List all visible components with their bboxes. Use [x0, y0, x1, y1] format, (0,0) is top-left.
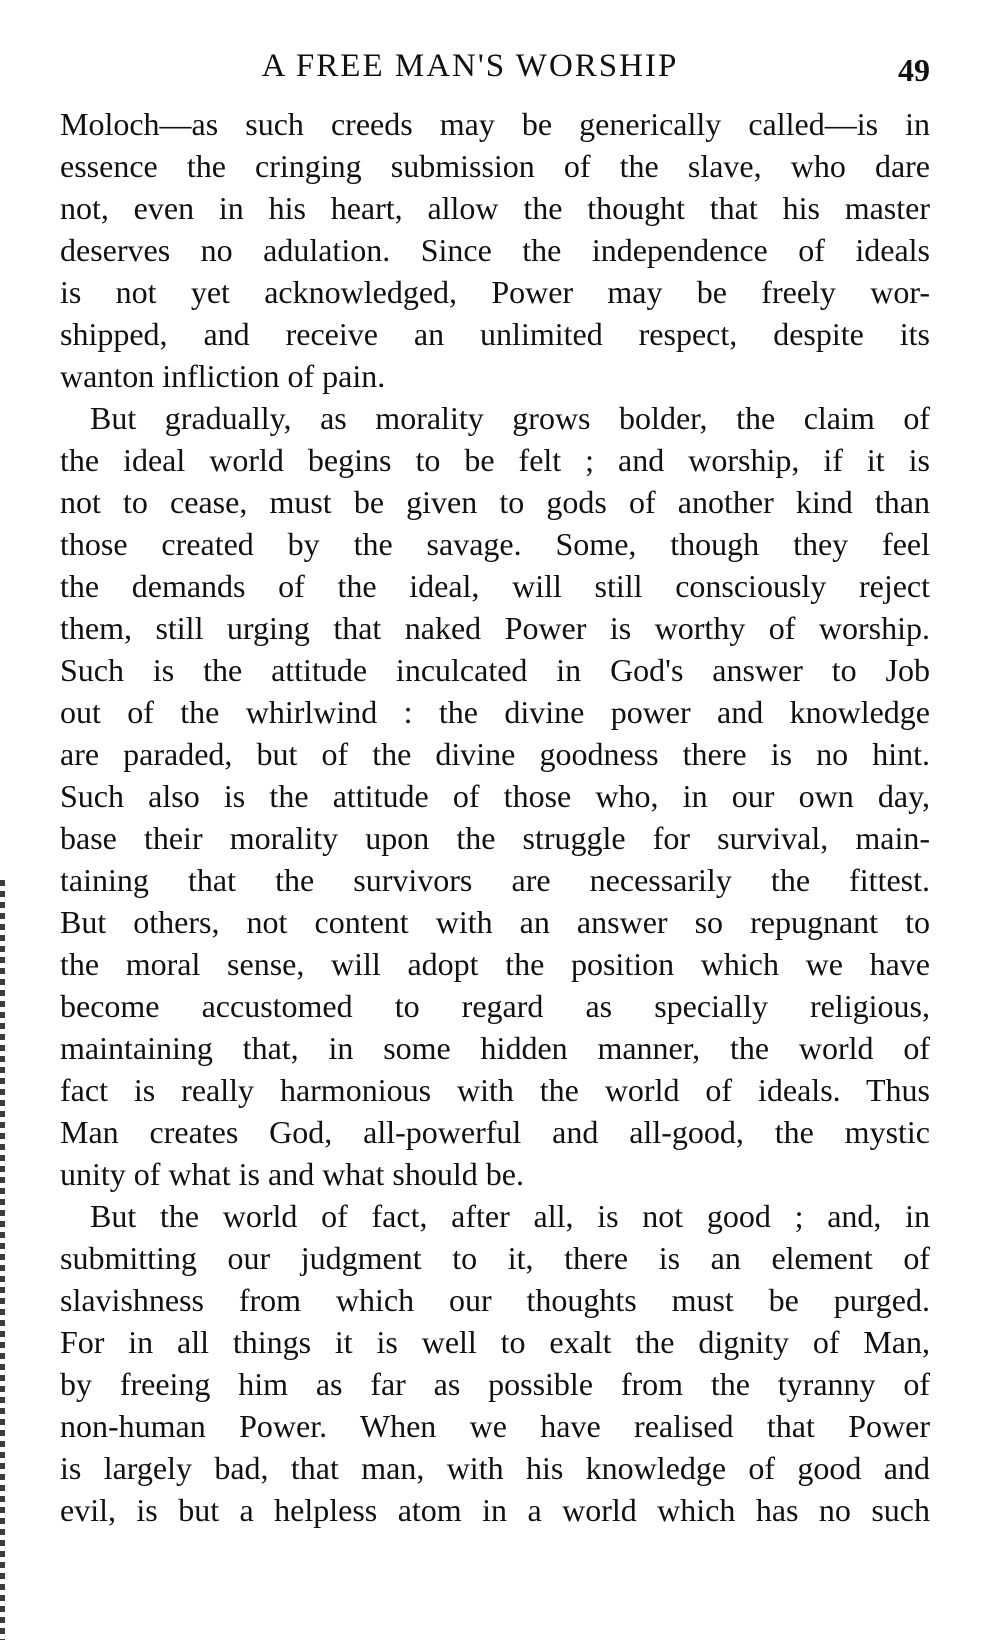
page-number: 49	[898, 52, 930, 88]
text-line: not to cease, must be given to gods of another kind than	[60, 484, 930, 520]
text-line: taining that the survivors are necessarily the fittest.	[60, 862, 930, 898]
text-line: out of the whirlwind : the divine power and knowledge	[60, 694, 930, 730]
text-line: But others, not content with an answer so repugnant to	[60, 904, 930, 940]
text-line: fact is really harmonious with the world of ideals. Thus	[60, 1072, 930, 1108]
text-line: But gradually, as morality grows bolder, the claim of	[90, 400, 930, 436]
text-line: the demands of the ideal, will still consciously reject	[60, 568, 930, 604]
text-line: not, even in his heart, allow the thought that his master	[60, 190, 930, 226]
text-line: For in all things it is well to exalt the dignity of Man,	[60, 1324, 930, 1360]
text-line: submitting our judgment to it, there is an element of	[60, 1240, 930, 1276]
paragraph-1	[60, 103, 930, 397]
paragraph-2	[60, 397, 930, 1195]
text-line: by freeing him as far as possible from the tyranny of	[60, 1366, 930, 1402]
text-line: non-human Power. When we have realised that Power	[60, 1408, 930, 1444]
text-line: Man creates God, all-powerful and all-good, the mystic	[60, 1114, 930, 1150]
text-line: shipped, and receive an unlimited respect, despite its	[60, 316, 930, 352]
text-line: base their morality upon the struggle for survival, main-	[60, 820, 930, 856]
text-line: essence the cringing submission of the slave, who dare	[60, 148, 930, 184]
text-line: Such is the attitude inculcated in God's answer to Job	[60, 652, 930, 688]
text-line: slavishness from which our thoughts must be purged.	[60, 1282, 930, 1318]
text-line: Moloch—as such creeds may be generically called—is in	[60, 106, 930, 142]
scanned-gutter-edge	[0, 880, 5, 1640]
text-line: Such also is the attitude of those who, in our own day,	[60, 778, 930, 814]
text-line: But the world of fact, after all, is not good ; and, in	[90, 1198, 930, 1234]
text-line: them, still urging that naked Power is worthy of worship.	[60, 610, 930, 646]
paragraph-3	[60, 1195, 930, 1531]
text-line: those created by the savage. Some, though they feel	[60, 526, 930, 562]
text-line: become accustomed to regard as specially religious,	[60, 988, 930, 1024]
text-line: is not yet acknowledged, Power may be freely wor-	[60, 274, 930, 310]
text-line: evil, is but a helpless atom in a world which has no such	[60, 1492, 930, 1528]
running-title: A FREE MAN'S WORSHIP	[261, 48, 679, 84]
text-line: deserves no adulation. Since the independence of ideals	[60, 232, 930, 268]
text-line: wanton infliction of pain.	[60, 358, 386, 394]
text-line: maintaining that, in some hidden manner, the world of	[60, 1030, 930, 1066]
text-line: unity of what is and what should be.	[60, 1156, 524, 1192]
text-line: the ideal world begins to be felt ; and worship, if it is	[60, 442, 930, 478]
running-head	[60, 44, 930, 88]
body-text	[60, 103, 930, 1531]
text-line: are paraded, but of the divine goodness there is no hint.	[60, 736, 930, 772]
text-line: is largely bad, that man, with his knowledge of good and	[60, 1450, 930, 1486]
text-line: the moral sense, will adopt the position which we have	[60, 946, 930, 982]
